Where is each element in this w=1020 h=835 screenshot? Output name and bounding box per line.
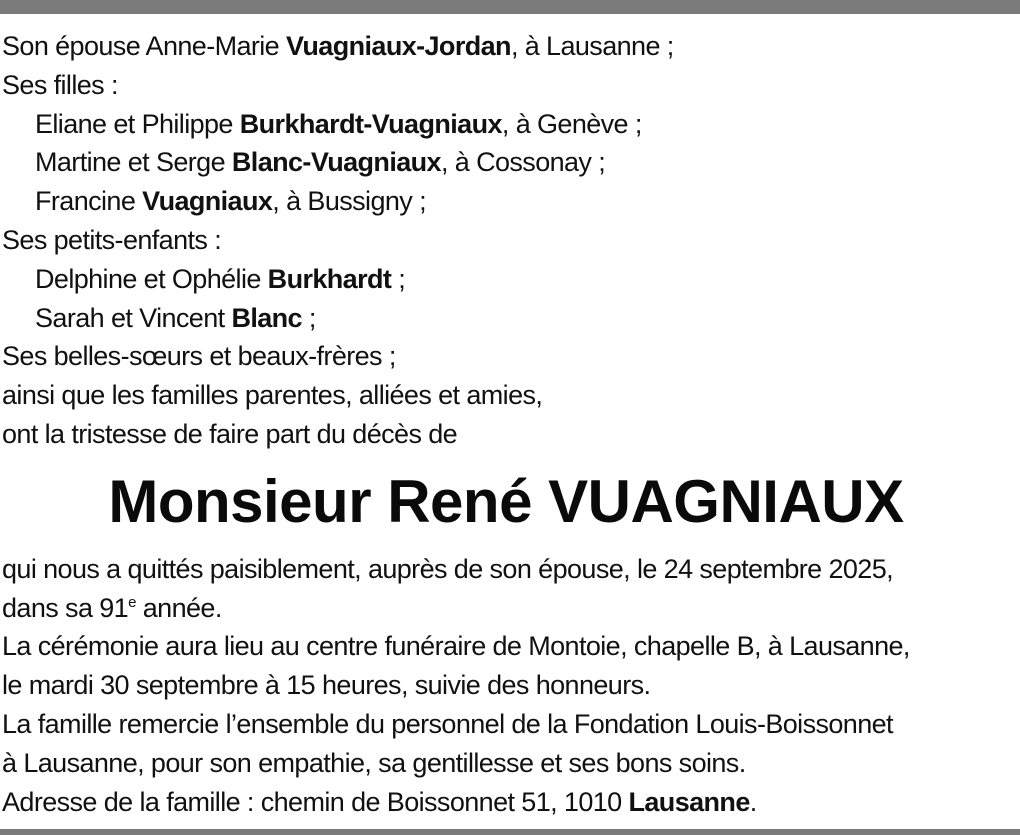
daughter-line: Eliane et Philippe Burkhardt-Vuagniaux, à Genève ; (35, 108, 642, 139)
age-line: dans sa 91e année. (2, 592, 222, 623)
obituary-notice (2, 27, 1020, 821)
daughters-heading: Ses filles : (2, 69, 118, 100)
grandchild-line: Sarah et Vincent Blanc ; (35, 302, 316, 333)
in-laws-line: Ses belles-sœurs et beaux-frères ; (2, 341, 396, 372)
deceased-name: Monsieur René VUAGNIAUX (108, 467, 904, 535)
top-divider (0, 0, 1020, 14)
thanks-line: à Lausanne, pour son empathie, sa gentillesse et ses bons soins. (2, 747, 746, 778)
passing-line: qui nous a quittés paisiblement, auprès de son épouse, le 24 septembre 2025, (2, 553, 894, 584)
daughter-line: Francine Vuagniaux, à Bussigny ; (35, 186, 426, 217)
daughter-line: Martine et Serge Blanc-Vuagniaux, à Cossonay ; (35, 147, 606, 178)
grandchild-line: Delphine et Ophélie Burkhardt ; (35, 263, 406, 294)
address-line: Adresse de la famille : chemin de Boissonnet 51, 1010 Lausanne. (2, 786, 757, 817)
thanks-line: La famille remercie l’ensemble du personnel de la Fondation Louis-Boissonnet (2, 708, 893, 739)
ceremony-line: La cérémonie aura lieu au centre funéraire de Montoie, chapelle B, à Lausanne, (2, 631, 910, 662)
ceremony-line: le mardi 30 septembre à 15 heures, suivie des honneurs. (2, 670, 651, 701)
spouse-line: Son épouse Anne-Marie Vuagniaux-Jordan, à Lausanne ; (2, 31, 674, 61)
grandchildren-heading: Ses petits-enfants : (2, 224, 222, 255)
families-line: ainsi que les familles parentes, alliées et amies, (2, 380, 543, 411)
bottom-divider (0, 829, 1020, 835)
announcement-line: ont la tristesse de faire part du décès de (2, 418, 458, 449)
